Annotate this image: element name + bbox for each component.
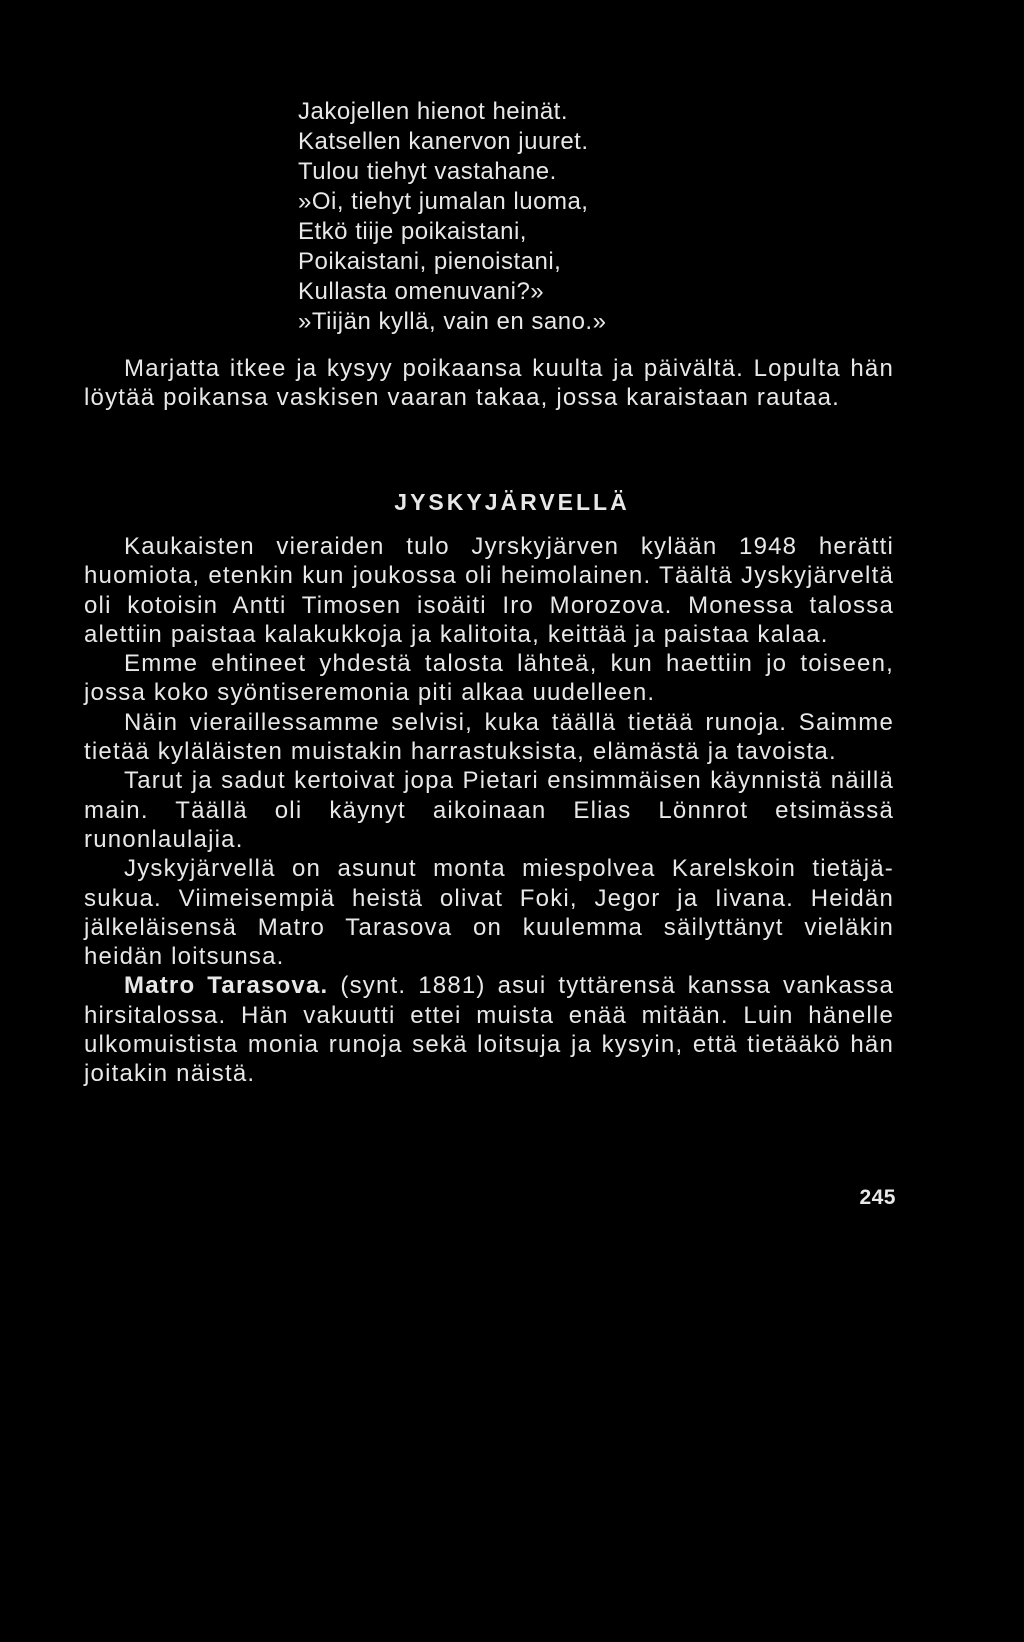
poem-line: Katsellen kanervon juuret. [298, 128, 589, 155]
body-paragraph-last [84, 971, 894, 1088]
paragraph-text: (synt. 1881) asui tyttärensä kanssa vankassa hirsitalossa. Hän vakuutti ettei muista enää mitään. Luin hänelle ulkomuistista monia runoja sekä loitsuja ja kysyin, että tietääkö hän joitakin näistä. [84, 972, 894, 1088]
poem-line: »Oi, tiehyt jumalan luoma, [298, 188, 589, 215]
body-paragraph: Näin vieraillessamme selvisi, kuka täällä tietää runoja. Saimme tietää kyläläisten muistakin harrastuksista, elämästä ja tavoista. [84, 708, 894, 766]
poem-line: Etkö tiije poikaistani, [298, 218, 527, 245]
poem-line: Kullasta omenuvani?» [298, 278, 545, 305]
poem-block [298, 97, 858, 337]
body-paragraph: Emme ehtineet yhdestä talosta lähteä, kun haettiin jo toiseen, jossa koko syöntiseremonia piti alkaa uudelleen. [84, 650, 894, 707]
intro-paragraph: Marjatta itkee ja kysyy poikaansa kuulta ja päivältä. Lopulta hän löytää poikansa vaskisen vaaran takaa, jossa karaistaan rautaa. [84, 355, 894, 412]
intro-section [84, 354, 894, 413]
poem-line: Poikaistani, pienoistani, [298, 248, 562, 275]
body-paragraph: Tarut ja sadut kertoivat jopa Pietari ensimmäisen käynnistä näillä main. Täällä oli käynyt aikoinaan Elias Lönnrot etsimässä runonlaulajia. [84, 767, 894, 853]
poem-line: Tulou tiehyt vastahane. [298, 158, 557, 185]
body-paragraph: Kaukaisten vieraiden tulo Jyrskyjärven kylään 1948 herätti huomiota, etenkin kun joukossa oli heimolainen. Täältä Jyskyjärveltä oli kotoisin Antti Timosen isoäiti Iro Morozova. Monessa talossa alettiin paistaa kalakukkoja ja kalitoita, keittää ja paistaa kalaa. [84, 533, 894, 648]
page-number: 245 [859, 1186, 896, 1209]
person-name: Matro Tarasova. [124, 972, 329, 1000]
poem-line: Jakojellen hienot heinät. [298, 98, 569, 125]
section-heading: JYSKYJÄRVELLÄ [394, 489, 630, 515]
section-body [84, 532, 894, 1089]
body-paragraph: Jyskyjärvellä on asunut monta miespolvea Karelskoin tietäjä-sukua. Viimeisempiä heistä olivat Foki, Jegor ja Iivana. Heidän jälkeläisensä Matro Tarasova on kuulemma säilyttänyt vieläkin heidän loitsunsa. [84, 855, 894, 971]
poem-line: »Tiijän kyllä, vain en sano.» [298, 308, 607, 335]
